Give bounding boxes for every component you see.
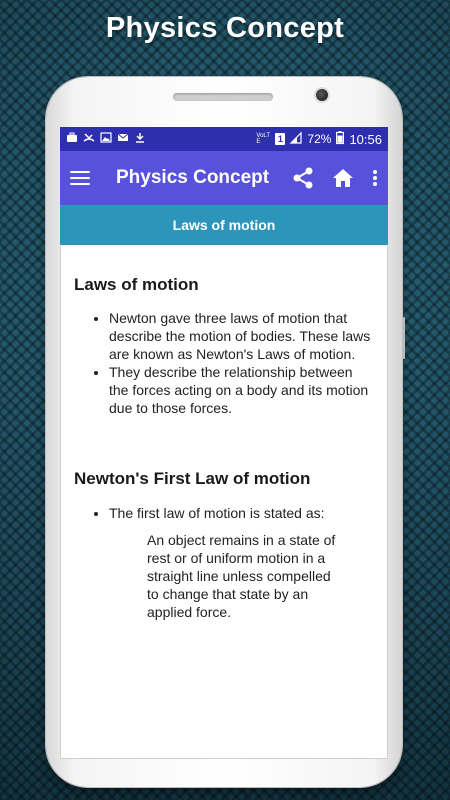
list-item: • The first law of motion is stated as: <box>109 504 374 522</box>
promo-title: Physics Concept <box>105 12 345 44</box>
status-indicators <box>256 131 382 147</box>
bullet-list-first-law <box>74 504 374 522</box>
section-header: Laws of motion <box>60 205 388 245</box>
law-statement: An object remains in a state of rest or of uniform motion in a straight line unless compelled to change that state by an applied force. <box>147 532 336 620</box>
download-icon <box>134 132 146 146</box>
phone-side-button <box>402 317 405 359</box>
sim-number: 1 <box>277 133 283 144</box>
article-heading-first-law: Newton's First Law of motion <box>74 469 311 488</box>
list-item: • Newton gave three laws of motion that describe the motion of bodies. These laws are known as Newton's Laws of motion. <box>109 309 374 363</box>
menu-icon[interactable] <box>70 171 90 185</box>
phone-speaker <box>173 93 273 101</box>
app-actions <box>292 167 378 189</box>
app-bar <box>60 151 388 205</box>
status-notifications <box>66 132 146 146</box>
bullet-list-laws <box>74 309 374 417</box>
sim-icon <box>275 133 285 145</box>
signal-icon <box>290 132 302 147</box>
article-heading-laws: Laws of motion <box>74 275 199 294</box>
battery-icon <box>336 131 344 147</box>
phone-camera <box>316 89 328 101</box>
missed-call-icon <box>83 132 95 146</box>
volte-icon: VoLTE <box>256 133 270 145</box>
phone-screen <box>60 127 388 759</box>
battery-percent: 72% <box>307 132 332 146</box>
phone-frame <box>46 77 402 787</box>
mail-icon <box>117 132 129 146</box>
status-bar <box>60 127 388 151</box>
more-vert-icon[interactable] <box>372 169 378 187</box>
briefcase-icon <box>66 132 78 146</box>
share-icon[interactable] <box>292 167 314 189</box>
status-time: 10:56 <box>349 131 382 147</box>
app-title: Physics Concept <box>116 167 270 188</box>
home-icon[interactable] <box>332 168 354 188</box>
article-content <box>60 245 388 621</box>
gallery-icon <box>100 132 112 146</box>
list-item: • They describe the relationship between the forces acting on a body and its motion due to those forces. <box>109 363 374 417</box>
